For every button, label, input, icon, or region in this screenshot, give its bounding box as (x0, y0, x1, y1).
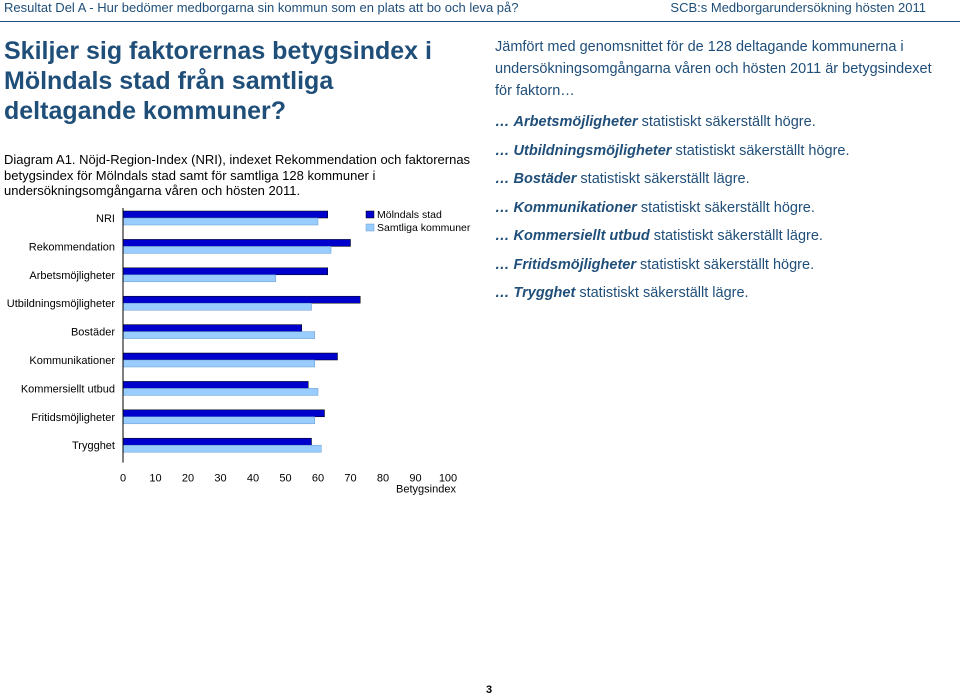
bar-samtliga (123, 388, 318, 395)
bar-molndal (123, 211, 328, 218)
finding-item (495, 198, 935, 218)
x-tick-label: 90 (409, 472, 422, 485)
finding-term: Utbildningsmöjligheter (513, 142, 672, 159)
finding-term: Arbetsmöjligheter (513, 114, 638, 130)
finding-text: statistiskt säkerställt lägre. (575, 285, 749, 301)
bar-samtliga (123, 246, 331, 253)
category-label: Bostäder (70, 326, 115, 339)
category-label: Kommunikationer (29, 355, 115, 367)
bar-molndal (123, 410, 325, 417)
x-tick-label: 50 (279, 472, 292, 485)
x-tick-label: 0 (119, 472, 127, 485)
category-label: Kommersiellt utbud (20, 383, 115, 396)
finding-term: Kommunikationer (513, 199, 637, 216)
bar-chart (0, 196, 480, 496)
finding-text: statistiskt säkerställt lägre. (649, 228, 823, 244)
summary-panel (495, 36, 935, 312)
category-label: Trygghet (71, 440, 115, 453)
x-tick-label: 80 (376, 472, 390, 485)
finding-item (495, 112, 935, 132)
summary-intro: Jämfört med genomsnittet för de 128 deltagande kommunerna i undersökningsomgångarna våren och hösten 2011 är betygsindexet för faktorn… (495, 39, 932, 99)
bar-molndal (123, 239, 351, 246)
legend-label: Samtliga kommuner (377, 222, 471, 234)
bar-molndal (123, 325, 302, 332)
x-tick-label: 40 (246, 472, 260, 485)
bar-samtliga (123, 303, 312, 310)
finding-text: statistiskt säkerställt högre. (636, 199, 815, 216)
chart-caption: Diagram A1. Nöjd-Region-Index (NRI), indexet Rekommendation och faktorernas betygsindex för Mölndals stad samt för samtliga 128 kommuner i undersökningsomgångarna våren och hösten 2011. (4, 152, 471, 198)
finding-item (495, 283, 935, 303)
x-tick-label: 70 (344, 472, 357, 485)
finding-lead: … (495, 285, 510, 301)
bar-samtliga (123, 360, 315, 367)
bar-molndal (123, 381, 308, 388)
x-tick-label: 10 (149, 472, 162, 485)
header-document-title: Resultat Del A - Hur bedömer medborgarna sin kommun som en plats att bo och leva på? (4, 0, 519, 15)
finding-term: Fritidsmöjligheter (513, 256, 636, 273)
finding-term: Trygghet (513, 285, 576, 301)
legend-label: Mölndals stad (377, 209, 442, 221)
legend-swatch (366, 211, 374, 218)
bar-molndal (123, 296, 360, 303)
finding-item (495, 169, 935, 189)
finding-lead: … (495, 171, 510, 187)
bar-molndal (123, 268, 328, 275)
finding-lead: … (495, 114, 510, 130)
finding-lead: … (495, 228, 510, 244)
finding-lead: … (495, 142, 510, 159)
header-divider (0, 21, 960, 22)
page-title: Skiljer sig faktorernas betygsindex i Mölndals stad från samtliga deltagande kommuner? (4, 37, 432, 125)
findings-list (495, 112, 935, 303)
bar-samtliga (123, 275, 276, 282)
x-axis-title: Betygsindex (396, 483, 456, 496)
bar-samtliga (123, 218, 318, 225)
finding-term: Bostäder (513, 171, 577, 187)
category-label: Rekommendation (28, 241, 115, 254)
header-source: SCB:s Medborgarundersökning hösten 2011 (670, 0, 926, 15)
finding-text: statistiskt säkerställt högre. (637, 114, 816, 130)
finding-text: statistiskt säkerställt lägre. (576, 171, 750, 187)
category-label: Fritidsmöjligheter (31, 411, 115, 424)
category-label: NRI (96, 213, 115, 225)
category-label: Utbildningsmöjligheter (6, 298, 115, 311)
category-label: Arbetsmöjligheter (29, 269, 115, 282)
finding-term: Kommersiellt utbud (513, 228, 650, 244)
bar-samtliga (123, 445, 321, 452)
bar-molndal (123, 353, 338, 360)
finding-item (495, 141, 935, 161)
x-tick-label: 100 (438, 472, 458, 485)
x-tick-label: 30 (214, 472, 227, 485)
finding-text: statistiskt säkerställt högre. (671, 142, 850, 159)
page-number: 3 (486, 684, 493, 696)
finding-item (495, 226, 935, 246)
finding-lead: … (495, 256, 510, 273)
legend-swatch (366, 224, 374, 231)
bar-samtliga (123, 332, 315, 339)
bar-molndal (123, 438, 312, 445)
bar-samtliga (123, 417, 315, 424)
x-tick-label: 60 (311, 472, 325, 485)
x-tick-label: 20 (181, 472, 195, 485)
finding-item (495, 255, 935, 275)
finding-text: statistiskt säkerställt högre. (636, 256, 815, 273)
finding-lead: … (495, 199, 510, 216)
